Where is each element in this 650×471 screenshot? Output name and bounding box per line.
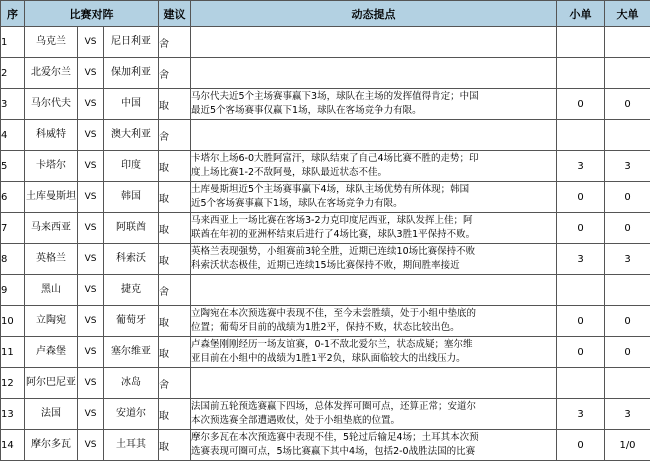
match-notes — [191, 27, 557, 58]
vs-label: VS — [78, 275, 104, 306]
big-value — [605, 120, 650, 151]
row-number: 13 — [1, 399, 25, 430]
big-value: 0 — [605, 89, 650, 120]
big-value: 1/0 — [605, 430, 650, 461]
away-team: 尼日利亚 — [104, 27, 159, 58]
match-notes — [191, 213, 557, 244]
row-number: 14 — [1, 430, 25, 461]
suggestion: 取 — [159, 213, 191, 244]
vs-label: VS — [78, 58, 104, 89]
suggestion: 舍 — [159, 58, 191, 89]
match-notes-line: 英格兰表现强势，小组赛前3轮全胜，近期已连续10场比赛保持不败 — [191, 246, 476, 257]
small-value — [557, 368, 605, 399]
row-number: 1 — [1, 27, 25, 58]
match-notes-line: 土库曼斯坦近5个主场赛事赢下4场，球队主场优势有所体现；韩国 — [191, 184, 470, 195]
vs-label: VS — [78, 213, 104, 244]
small-value — [557, 58, 605, 89]
away-team: 印度 — [104, 151, 159, 182]
big-value — [605, 27, 650, 58]
table-row — [1, 120, 650, 151]
match-notes-line: 本次预选赛全部遭遇败仗，处于小组垫底的位置。 — [191, 415, 401, 426]
small-value: 0 — [557, 306, 605, 337]
header-big: 大单 — [605, 1, 650, 27]
header-small: 小单 — [557, 1, 605, 27]
header-notes: 动态提点 — [191, 1, 557, 27]
small-value: 0 — [557, 89, 605, 120]
table-row — [1, 182, 650, 213]
table-row — [1, 89, 650, 120]
small-value: 0 — [557, 337, 605, 368]
big-value: 0 — [605, 182, 650, 213]
home-team: 卡塔尔 — [25, 151, 78, 182]
header-match: 比赛对阵 — [25, 1, 159, 27]
suggestion: 取 — [159, 306, 191, 337]
home-team: 卢森堡 — [25, 337, 78, 368]
row-number: 10 — [1, 306, 25, 337]
table-row — [1, 151, 650, 182]
row-number: 6 — [1, 182, 25, 213]
home-team: 北爱尔兰 — [25, 58, 78, 89]
table-row — [1, 430, 650, 461]
suggestion: 取 — [159, 151, 191, 182]
match-notes-line: 立陶宛在本次预选赛中表现不佳，至今未尝胜绩，处于小组中垫底的 — [191, 308, 477, 319]
home-team: 土库曼斯坦 — [25, 182, 78, 213]
home-team: 法国 — [25, 399, 78, 430]
row-number: 5 — [1, 151, 25, 182]
vs-label: VS — [78, 306, 104, 337]
vs-label: VS — [78, 182, 104, 213]
away-team: 塞尔维亚 — [104, 337, 159, 368]
suggestion: 舍 — [159, 27, 191, 58]
away-team: 中国 — [104, 89, 159, 120]
match-notes-line: 摩尔多瓦在本次预选赛中表现不佳，5轮过后输足4场；土耳其本次预 — [191, 432, 479, 443]
big-value: 0 — [605, 337, 650, 368]
small-value: 0 — [557, 182, 605, 213]
vs-label: VS — [78, 430, 104, 461]
vs-label: VS — [78, 151, 104, 182]
table-row — [1, 399, 650, 430]
away-team: 安道尔 — [104, 399, 159, 430]
suggestion: 舍 — [159, 275, 191, 306]
home-team: 阿尔巴尼亚 — [25, 368, 78, 399]
big-value: 0 — [605, 213, 650, 244]
big-value: 3 — [605, 244, 650, 275]
big-value — [605, 368, 650, 399]
suggestion: 取 — [159, 89, 191, 120]
vs-label: VS — [78, 27, 104, 58]
row-number: 3 — [1, 89, 25, 120]
match-notes — [191, 120, 557, 151]
small-value — [557, 120, 605, 151]
small-value: 3 — [557, 244, 605, 275]
match-notes — [191, 275, 557, 306]
big-value: 3 — [605, 399, 650, 430]
row-number: 7 — [1, 213, 25, 244]
away-team: 阿联酋 — [104, 213, 159, 244]
big-value: 0 — [605, 306, 650, 337]
header-seq: 序 — [1, 1, 25, 27]
home-team: 马来西亚 — [25, 213, 78, 244]
home-team: 摩尔多瓦 — [25, 430, 78, 461]
small-value: 0 — [557, 430, 605, 461]
small-value: 3 — [557, 151, 605, 182]
big-value: 3 — [605, 151, 650, 182]
table-row — [1, 27, 650, 58]
away-team: 冰岛 — [104, 368, 159, 399]
match-notes-line: 位置；葡萄牙目前的战绩为1胜2平，保持不败，状态比较出色。 — [191, 322, 460, 333]
away-team: 科索沃 — [104, 244, 159, 275]
table-row — [1, 368, 650, 399]
row-number: 9 — [1, 275, 25, 306]
row-number: 4 — [1, 120, 25, 151]
match-notes-line: 马来西亚上一场比赛在客场3-2力克印度尼西亚，球队发挥上佳；阿 — [191, 215, 473, 226]
away-team: 澳大利亚 — [104, 120, 159, 151]
table-row — [1, 213, 650, 244]
match-notes — [191, 182, 557, 213]
suggestion: 取 — [159, 337, 191, 368]
match-notes — [191, 306, 557, 337]
vs-label: VS — [78, 244, 104, 275]
away-team: 保加利亚 — [104, 58, 159, 89]
suggestion: 舍 — [159, 368, 191, 399]
vs-label: VS — [78, 337, 104, 368]
match-notes-line: 亚目前在小组中的战绩为1胜1平2负，球队面临较大的出线压力。 — [191, 353, 466, 364]
table-row — [1, 337, 650, 368]
match-notes-line: 近5个客场赛事赢下1场，球队在客场竞争力有限。 — [191, 198, 403, 209]
match-notes-line: 法国前五轮预选赛赢下四场，总体发挥可圈可点，还算正常；安道尔 — [191, 401, 477, 412]
match-notes-line: 度上场比赛1-2不敌阿曼，球队最近状态不佳。 — [191, 167, 388, 178]
away-team: 土耳其 — [104, 430, 159, 461]
home-team: 立陶宛 — [25, 306, 78, 337]
away-team: 韩国 — [104, 182, 159, 213]
match-notes — [191, 368, 557, 399]
match-notes — [191, 430, 557, 461]
big-value — [605, 58, 650, 89]
suggestion: 取 — [159, 399, 191, 430]
table-row — [1, 58, 650, 89]
match-notes — [191, 244, 557, 275]
home-team: 马尔代夫 — [25, 89, 78, 120]
row-number: 8 — [1, 244, 25, 275]
header-suggest: 建议 — [159, 1, 191, 27]
away-team: 捷克 — [104, 275, 159, 306]
match-notes-line: 卡塔尔上场6-0大胜阿富汗，球队结束了自己4场比赛不胜的走势；印 — [191, 153, 479, 164]
table-row — [1, 306, 650, 337]
match-notes-line: 马尔代夫近5个主场赛事赢下3场，球队在主场的发挥值得肯定；中国 — [191, 91, 479, 102]
home-team: 乌克兰 — [25, 27, 78, 58]
row-number: 2 — [1, 58, 25, 89]
match-notes-line: 选赛表现可圈可点，5场比赛赢下其中4场，包括2-0战胜法国的比赛 — [191, 446, 476, 457]
match-notes — [191, 89, 557, 120]
suggestion: 取 — [159, 182, 191, 213]
match-notes — [191, 151, 557, 182]
vs-label: VS — [78, 368, 104, 399]
home-team: 科威特 — [25, 120, 78, 151]
vs-label: VS — [78, 399, 104, 430]
table-row — [1, 275, 650, 306]
match-notes — [191, 337, 557, 368]
row-number: 12 — [1, 368, 25, 399]
vs-label: VS — [78, 89, 104, 120]
suggestion: 舍 — [159, 120, 191, 151]
home-team: 英格兰 — [25, 244, 78, 275]
suggestion: 取 — [159, 430, 191, 461]
match-notes-line: 卢森堡刚刚经历一场友谊赛，0-1不敌北爱尔兰，状态成疑；塞尔维 — [191, 339, 473, 350]
big-value — [605, 275, 650, 306]
match-notes-line: 联酋在年初的亚洲杯结束后进行了4场比赛，球队3胜1平保持不败。 — [191, 229, 476, 240]
row-number: 11 — [1, 337, 25, 368]
small-value: 0 — [557, 213, 605, 244]
match-notes — [191, 58, 557, 89]
match-notes — [191, 399, 557, 430]
away-team: 葡萄牙 — [104, 306, 159, 337]
suggestion: 取 — [159, 244, 191, 275]
vs-label: VS — [78, 120, 104, 151]
match-notes-line: 科索沃状态极佳，近期已连续15场比赛保持不败，期间胜率接近 — [191, 260, 460, 271]
match-notes-line: 最近5个客场赛事仅赢下1场，球队在客场竞争力有限。 — [191, 105, 422, 116]
home-team: 黑山 — [25, 275, 78, 306]
header-row — [1, 1, 650, 27]
small-value: 3 — [557, 399, 605, 430]
table-row — [1, 244, 650, 275]
small-value — [557, 27, 605, 58]
small-value — [557, 275, 605, 306]
